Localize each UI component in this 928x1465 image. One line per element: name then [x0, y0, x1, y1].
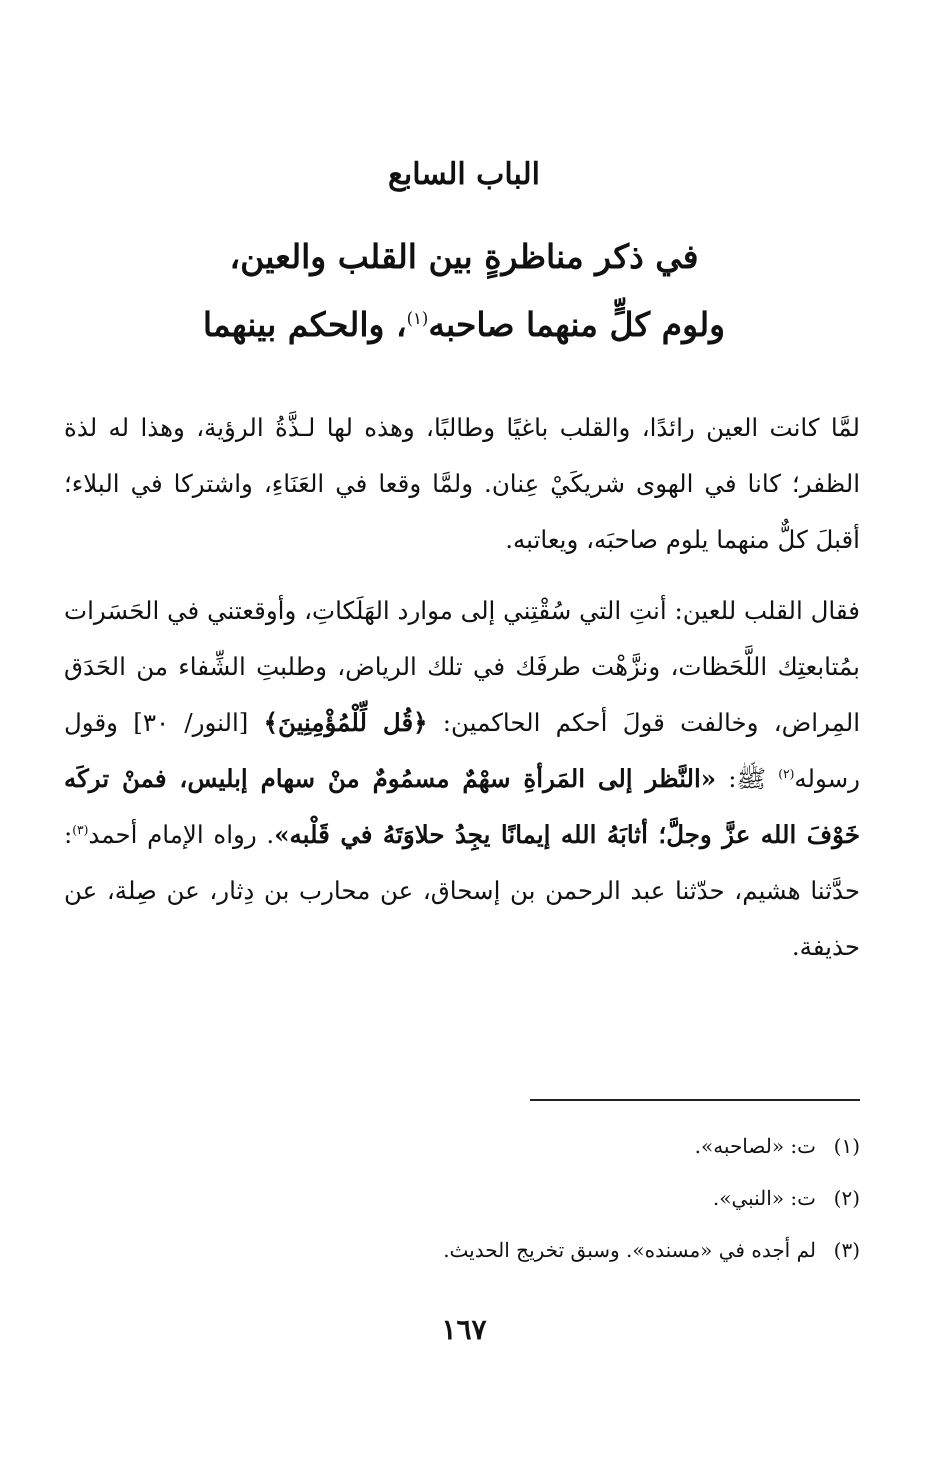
chapter-title: الباب السابع [387, 157, 541, 192]
footnote-text: لم أجده في «مسنده». وسبق تخريج الحديث. [443, 1238, 816, 1262]
page-number: ١٦٧ [441, 1313, 487, 1346]
footnote-text: ت: «لصاحبه». [694, 1134, 816, 1158]
footnote-ref-3: (٣) [72, 822, 89, 837]
footnote-3 [64, 1224, 860, 1276]
body-paragraph-1: لمَّا كانت العين رائدًا، والقلب باغيًا وطالبًا، وهذه لها لـذَّةُ الرؤية، وهذا له لذة الظفر؛ كانا في الهوى شريكَيْ عِنان. ولمَّا وقعا في العَنَاءِ، واشتركا في البلاء؛ أقبلَ كلٌّ منهما يلوم صاحبَه، ويعاتبه. [64, 413, 860, 554]
footnote-2 [64, 1172, 860, 1224]
footnote-number: (١) [833, 1134, 860, 1158]
footnote-1 [64, 1120, 860, 1172]
footnotes-list [64, 1120, 860, 1276]
footnote-ref-2: (٢) [778, 766, 795, 781]
footnote-divider [530, 1099, 860, 1101]
quran-reference: [النور/ ٣٠] [118, 708, 264, 737]
subtitle-text-before-ref: ولوم كلٍّ منهما صاحبه [428, 305, 726, 344]
quran-quote: ﴿قُل لِّلْمُؤْمِنِينَ﴾ [263, 708, 428, 737]
chapter-subtitle-line-1: في ذكر مناظرةٍ بين القلب والعين، [229, 237, 699, 276]
footnote-text: ت: «النبي». [712, 1186, 816, 1210]
footnote-number: (٢) [833, 1186, 860, 1210]
paragraph-2-text-5: : حدَّثنا هشيم، حدّثنا عبد الرحمن بن إسحاق، عن محارب بن دِثار، عن صِلة، عن حذيفة. [64, 820, 860, 961]
paragraph-2-text-2: وقول رسوله [64, 708, 860, 793]
footnote-number: (٣) [833, 1238, 860, 1262]
chapter-subtitle-line-2 [60, 296, 868, 354]
body-paragraph-2 [64, 583, 860, 975]
hadith-quote: «النَّظر إلى المَرأةِ سهْمٌ مسمُومٌ منْ سهام إبليس، فمنْ تركَه خَوْفَ الله عزَّ وجلَّ؛ أثابَهُ الله إيمانًا يجِدُ حلاوَتَهُ في قَلْبه» [64, 764, 860, 849]
paragraph-2-text-1: فقال القلب للعين: أنتِ التي سُقْتِني إلى موارد الهَلَكاتِ، وأوقعتني في الحَسَرات بمُتابعتِك اللَّحَظات، ونزَّهْت طرفَك في تلك الرياض، وطلبتِ الشِّفاء من الحَدَق المِراض، وخالفت قولَ أحكم الحاكمين: [64, 596, 861, 737]
paragraph-2-text-3: ﷺ: [716, 764, 779, 793]
subtitle-text-after-ref: ، والحكم بينهما [202, 305, 407, 344]
paragraph-2-text-4: . رواه الإمام أحمد [88, 820, 275, 849]
footnote-ref-1: (١) [406, 309, 429, 328]
